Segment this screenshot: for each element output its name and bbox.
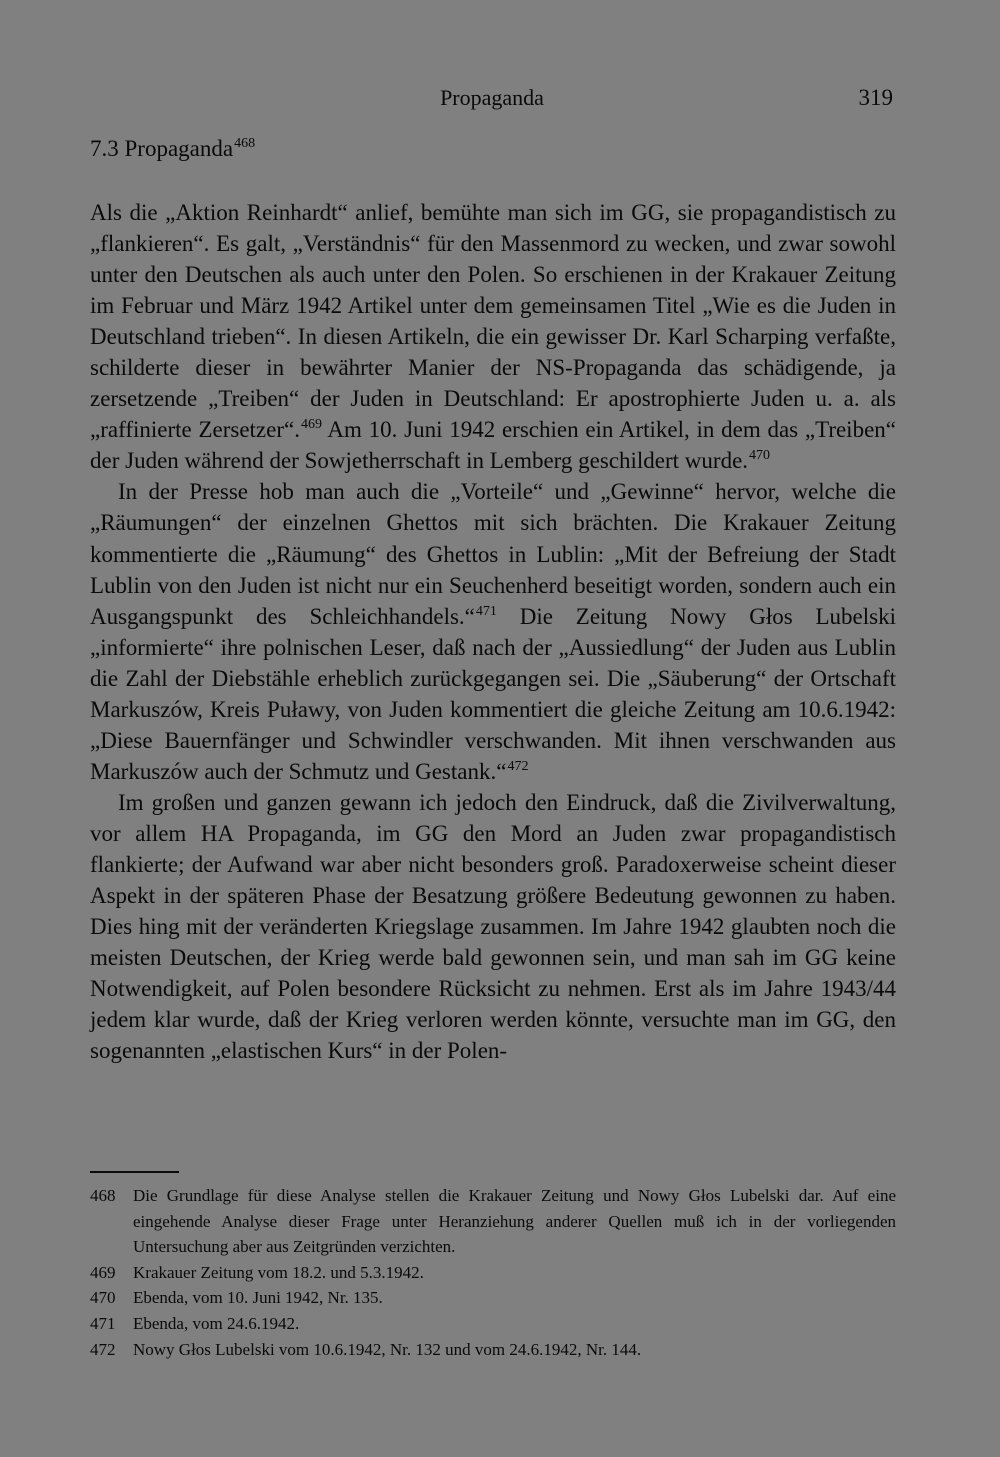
footnote-number: 471 xyxy=(90,1313,116,1333)
footnote xyxy=(90,1337,896,1363)
footnote-number: 469 xyxy=(90,1262,116,1282)
footnote-reference: 468 xyxy=(234,136,256,151)
paragraph-text: In der Presse hob man auch die „Vorteile“ und „Gewinne“ hervor, welche die „Räumungen“ der einzelnen Ghettos mit sich brächten. Die Krakauer Zeitung kommentierte die „Räumung“ des Ghettos in Lublin: „Mit der Befreiung der Stadt Lublin von den Juden ist nicht nur ein Seuchenherd beseitigt worden, sondern auch ein Ausgangspunkt des Schleichhandels.“ xyxy=(90,479,896,629)
footnote-reference: 472 xyxy=(507,758,529,774)
footnote-text: Krakauer Zeitung vom 18.2. und 5.3.1942. xyxy=(133,1262,424,1282)
section-heading-text: 7.3 Propaganda xyxy=(90,136,234,161)
footnote-number: 470 xyxy=(90,1288,116,1308)
running-title: Propaganda xyxy=(440,85,544,110)
footnote-text: Nowy Głos Lubelski vom 10.6.1942, Nr. 132 und vom 24.6.1942, Nr. 144. xyxy=(133,1339,642,1359)
footnote-text: Ebenda, vom 24.6.1942. xyxy=(133,1313,300,1333)
section-heading xyxy=(90,133,255,165)
body-text xyxy=(90,197,896,1066)
footnote-number: 468 xyxy=(90,1186,116,1205)
footnote xyxy=(90,1183,896,1260)
footnotes xyxy=(90,1183,896,1362)
page-number: 319 xyxy=(858,85,893,110)
paragraph-text: Die Zeitung Nowy Głos Lubelski „informierte“ ihre polnischen Leser, daß nach der „Aussiedlung“ der Juden aus Lublin die Zahl der Diebstähle erheblich zurückgegangen sei. Die „Säuberung“ der Ortschaft Markuszów, Kreis Puławy, von Juden kommentiert die gleiche Zeitung am 10.6.1942: „Diese Bauernfänger und Schwindler verschwanden. Mit ihnen verschwanden aus Markuszów auch der Schmutz und Gestank.“ xyxy=(90,603,896,784)
footnote-text: Die Grundlage für diese Analyse stellen die Krakauer Zeitung und Nowy Głos Lubelski dar. Auf eine eingehende Analyse dieser Frage unter Heranziehung anderer Quellen muß ich in der vorliegenden Untersuchung aber aus Zeitgründen verzichten. xyxy=(133,1186,896,1257)
footnote-number: 472 xyxy=(90,1339,116,1359)
footnote-separator xyxy=(90,1171,179,1173)
footnote-text: Ebenda, vom 10. Juni 1942, Nr. 135. xyxy=(133,1288,383,1308)
paragraph xyxy=(90,197,896,476)
footnote-reference: 470 xyxy=(749,448,771,464)
paragraph-text: Im großen und ganzen gewann ich jedoch den Eindruck, daß die Zivilverwaltung, vor allem HA Propaganda, im GG den Mord an Juden zwar propagandistisch flankierte; der Aufwand war aber nicht besonders groß. Paradoxerweise scheint dieser Aspekt in der späteren Phase der Besatzung größere Bedeutung gewonnen zu haben. Dies hing mit der veränderten Kriegslage zusammen. Im Jahre 1942 glaubten noch die meisten Deutschen, der Krieg werde bald gewonnen sein, und man sah im GG keine Notwendigkeit, auf Polen besondere Rücksicht zu nehmen. Erst als im Jahre 1943/44 jedem klar wurde, daß der Krieg verloren werden könnte, versuchte man im GG, den sogenannten „elastischen Kurs“ in der Polen- xyxy=(90,789,896,1064)
paragraph-text: Am 10. Juni 1942 erschien ein Artikel, in dem das „Treiben“ der Juden während der Sowjetherrschaft in Lemberg geschildert wurde. xyxy=(90,417,896,474)
paragraph xyxy=(90,476,896,786)
footnote-reference: 469 xyxy=(300,417,322,433)
footnote xyxy=(90,1260,896,1286)
footnote-reference: 471 xyxy=(475,603,497,619)
footnote xyxy=(90,1285,896,1311)
paragraph-text: Als die „Aktion Reinhardt“ anlief, bemühte man sich im GG, sie propagandistisch zu „flankieren“. Es galt, „Verständnis“ für den Massenmord zu wecken, und zwar sowohl unter den Deutschen als auch unter den Polen. So erschienen in der Krakauer Zeitung im Februar und März 1942 Artikel unter dem gemeinsamen Titel „Wie es die Juden in Deutschland trieben“. In diesen Artikeln, die ein gewisser Dr. Karl Scharping verfaßte, schilderte dieser in bewährter Manier der NS-Propaganda das schädigende, ja zersetzende „Treiben“ der Juden in Deutschland: Er apostrophierte Juden u. a. als „raffinierte Zersetzer“. xyxy=(90,200,896,443)
paragraph xyxy=(90,787,896,1066)
running-head xyxy=(0,82,1000,114)
footnote xyxy=(90,1311,896,1337)
